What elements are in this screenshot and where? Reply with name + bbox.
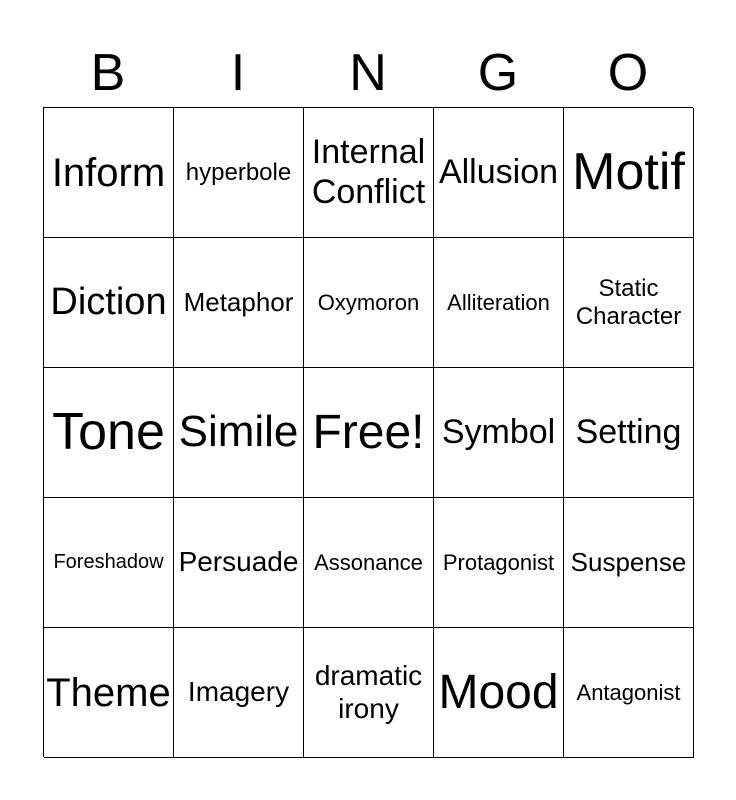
bingo-cell[interactable]: Inform bbox=[44, 108, 174, 238]
bingo-cell[interactable]: Theme bbox=[44, 628, 174, 758]
bingo-cell[interactable]: Persuade bbox=[174, 498, 304, 628]
header-letter-b: B bbox=[90, 44, 126, 102]
bingo-cell[interactable]: Internal Conflict bbox=[304, 108, 434, 238]
bingo-cell[interactable]: Protagonist bbox=[434, 498, 564, 628]
bingo-cell[interactable]: Assonance bbox=[304, 498, 434, 628]
bingo-cell[interactable]: Diction bbox=[44, 238, 174, 368]
free-space-cell[interactable]: Free! bbox=[304, 368, 434, 498]
bingo-cell[interactable]: Alliteration bbox=[434, 238, 564, 368]
bingo-cell[interactable]: Setting bbox=[564, 368, 694, 498]
bingo-cell[interactable]: Motif bbox=[564, 108, 694, 238]
bingo-cell[interactable]: dramatic irony bbox=[304, 628, 434, 758]
header-letter-i: I bbox=[230, 44, 246, 102]
bingo-cell[interactable]: Symbol bbox=[434, 368, 564, 498]
bingo-board bbox=[43, 107, 693, 757]
header-letter-o: O bbox=[607, 44, 649, 102]
bingo-cell[interactable]: Suspense bbox=[564, 498, 694, 628]
bingo-cell[interactable]: Metaphor bbox=[174, 238, 304, 368]
bingo-cell[interactable]: hyperbole bbox=[174, 108, 304, 238]
bingo-cell[interactable]: Antagonist bbox=[564, 628, 694, 758]
bingo-cell[interactable]: Mood bbox=[434, 628, 564, 758]
header-letter-g: G bbox=[477, 44, 519, 102]
header-letter-n: N bbox=[349, 44, 387, 102]
bingo-cell[interactable]: Oxymoron bbox=[304, 238, 434, 368]
bingo-cell[interactable]: Allusion bbox=[434, 108, 564, 238]
bingo-cell[interactable]: Foreshadow bbox=[44, 498, 174, 628]
bingo-header bbox=[43, 40, 693, 106]
bingo-cell[interactable]: Static Character bbox=[564, 238, 694, 368]
bingo-cell[interactable]: Imagery bbox=[174, 628, 304, 758]
bingo-cell[interactable]: Tone bbox=[44, 368, 174, 498]
bingo-cell[interactable]: Simile bbox=[174, 368, 304, 498]
